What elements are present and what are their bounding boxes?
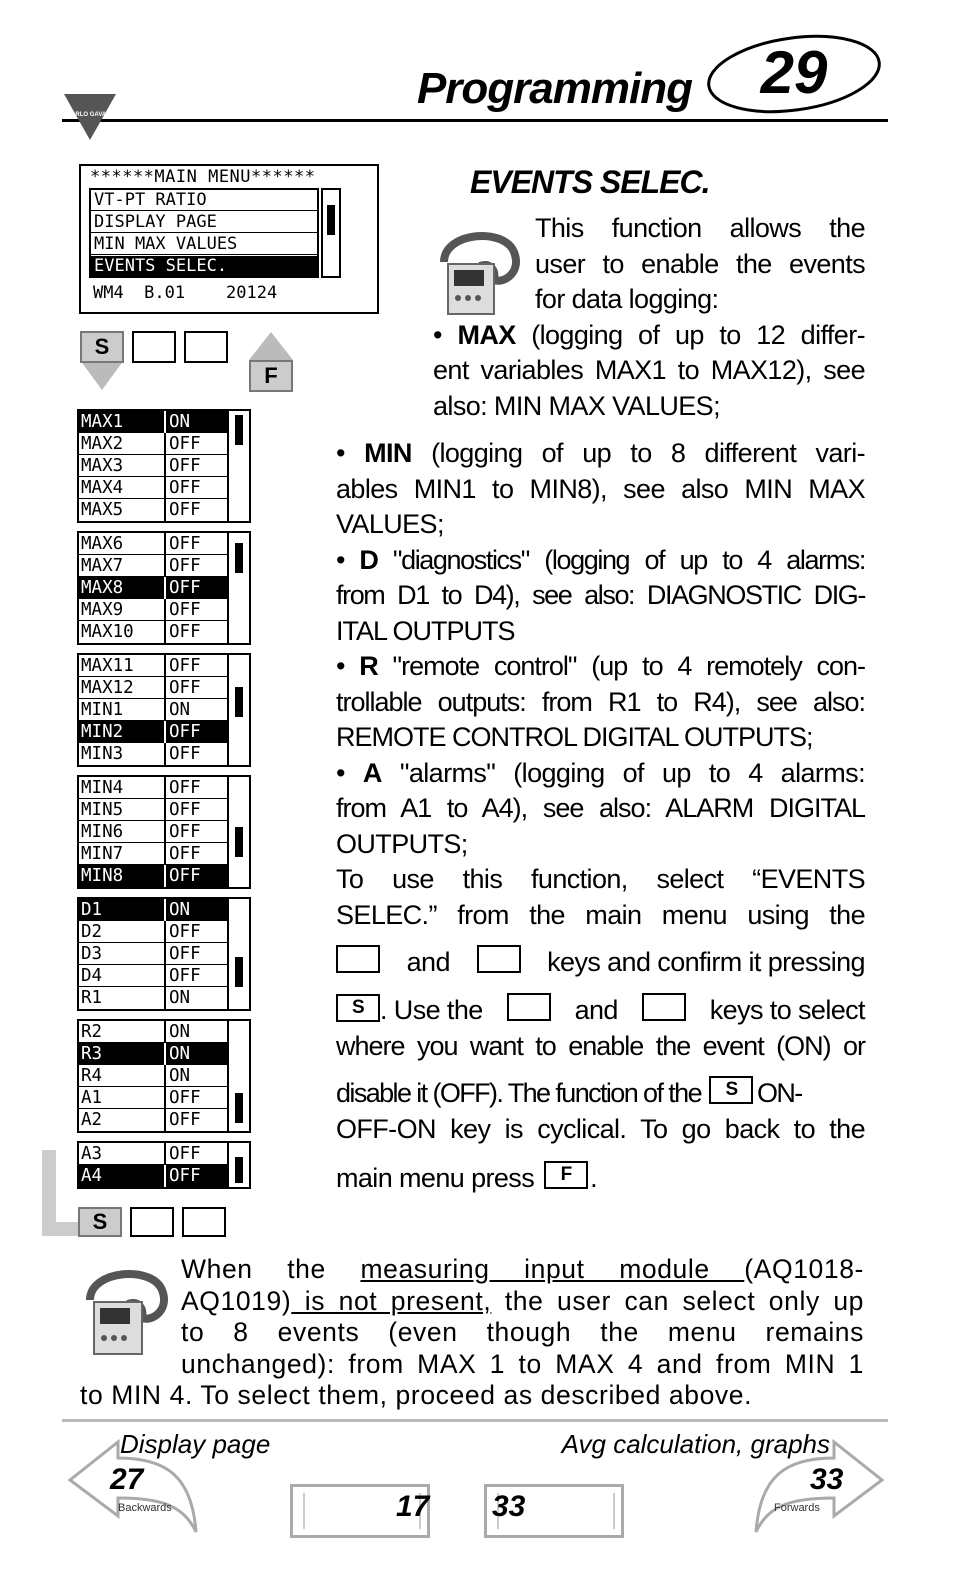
event-name: D2	[81, 922, 103, 942]
event-state: OFF	[164, 655, 201, 677]
side-bracket-foot	[42, 1222, 78, 1236]
event-state: OFF	[164, 455, 201, 477]
event-row	[79, 987, 229, 1009]
max-text: (logging of up to 12 differ-	[515, 319, 865, 350]
and-text: and	[406, 947, 450, 977]
event-list-scrollbar-thumb	[235, 827, 243, 857]
page-number: 29	[760, 39, 828, 106]
brand-logo-text: CARLO GAVAZZI	[66, 112, 116, 118]
event-name: D1	[81, 900, 103, 920]
lcd-menu-item: MIN MAX VALUES	[91, 234, 317, 255]
use-the-text: . Use the	[380, 995, 483, 1025]
a-line: OUTPUTS;	[336, 828, 468, 859]
period-text: .	[590, 1163, 597, 1193]
event-row-selected	[79, 1043, 229, 1065]
event-name: MAX9	[81, 600, 124, 620]
event-row-selected	[79, 577, 229, 599]
disable-text: disable it (OFF). The function of the	[336, 1078, 701, 1108]
event-row	[79, 599, 229, 621]
s-key[interactable]: S	[80, 331, 124, 363]
event-state: OFF	[164, 577, 201, 599]
event-state: ON	[164, 1065, 190, 1087]
chameleon-icon	[80, 1260, 172, 1356]
event-row	[79, 1109, 229, 1131]
page-title: Programming	[416, 64, 692, 113]
event-name: R4	[81, 1066, 103, 1086]
event-state: ON	[164, 1043, 190, 1065]
event-name: R3	[81, 1044, 103, 1064]
note-text: the user can select only up	[491, 1285, 865, 1316]
lcd-menu-item-selected: EVENTS SELEC.	[91, 256, 317, 277]
select-line	[336, 993, 865, 1029]
event-list-scrollbar	[227, 899, 249, 1009]
note-line	[181, 1254, 864, 1286]
event-row	[79, 843, 229, 865]
note-text: AQ1019)	[181, 1285, 292, 1316]
event-row	[79, 621, 229, 643]
event-state: OFF	[164, 821, 201, 843]
max-line: • MAX (logging of up to 12 differ-	[433, 319, 865, 350]
section-title: EVENTS SELEC.	[470, 164, 710, 200]
event-row	[79, 777, 229, 799]
main-menu-line	[336, 1161, 865, 1197]
d-line: ITAL OUTPUTS	[336, 615, 515, 646]
event-list	[77, 1019, 251, 1133]
event-name: D4	[81, 966, 103, 986]
event-state: OFF	[164, 921, 201, 943]
event-row	[79, 699, 229, 721]
event-state: OFF	[164, 477, 201, 499]
use-line: SELEC.” from the main menu using the	[336, 899, 865, 930]
max-label: MAX	[457, 319, 516, 350]
event-row-selected	[79, 721, 229, 743]
f-key[interactable]: F	[544, 1161, 588, 1189]
keys-select-text: keys to select	[709, 995, 865, 1025]
event-row	[79, 743, 229, 765]
event-list	[77, 775, 251, 889]
event-row	[79, 499, 229, 521]
event-list-scrollbar-thumb	[235, 687, 243, 717]
lcd-scrollbar-thumb	[327, 205, 335, 235]
lcd-menu-list	[89, 188, 319, 278]
page-box-right-number: 33	[492, 1490, 526, 1523]
disable-line	[336, 1076, 865, 1112]
event-name: MAX4	[81, 478, 124, 498]
d-label: D	[359, 544, 378, 575]
max-line: also: MIN MAX VALUES;	[433, 390, 720, 421]
event-row-selected	[79, 899, 229, 921]
event-name: MIN5	[81, 800, 124, 820]
event-state: OFF	[164, 1143, 201, 1165]
intro-line: This function allows the	[535, 213, 865, 243]
event-state: OFF	[164, 599, 201, 621]
event-list-scrollbar	[227, 655, 249, 765]
event-state: OFF	[164, 799, 201, 821]
event-list-scrollbar-thumb	[235, 957, 243, 987]
event-list	[77, 1141, 251, 1189]
up-arrow-icon	[249, 330, 293, 362]
header-rule	[62, 119, 888, 122]
event-name: MIN4	[81, 778, 124, 798]
main-menu-text: main menu press	[336, 1163, 535, 1193]
min-line: ables MIN1 to MIN8), see also MIN MAX	[336, 473, 865, 504]
event-list	[77, 653, 251, 767]
event-name: MAX10	[81, 622, 134, 642]
r-line: • R "remote control" (up to 4 remotely con-	[336, 651, 865, 681]
backwards-label: Backwards	[118, 1502, 172, 1514]
event-row-selected	[79, 1165, 229, 1187]
event-row	[79, 921, 229, 943]
chameleon-icon	[434, 222, 524, 316]
up-key[interactable]	[132, 331, 176, 363]
keys-line	[336, 945, 865, 981]
event-row	[79, 1087, 229, 1109]
event-row	[79, 821, 229, 843]
event-row	[79, 655, 229, 677]
up-key[interactable]	[336, 945, 380, 973]
event-row	[79, 799, 229, 821]
d-text: "diagnostics" (logging of up to 4 alarms:	[377, 544, 865, 575]
min-line: • MIN (logging of up to 8 different vari-	[336, 438, 865, 468]
and-text: and	[574, 995, 618, 1025]
event-state: OFF	[164, 943, 201, 965]
event-row	[79, 943, 229, 965]
note-underlined: is not present,	[291, 1285, 492, 1316]
s-key[interactable]: S	[336, 994, 380, 1022]
event-row	[79, 1021, 229, 1043]
event-list-scrollbar	[227, 777, 249, 887]
event-row	[79, 555, 229, 577]
event-state: OFF	[164, 499, 201, 521]
event-name: MAX11	[81, 656, 134, 676]
event-name: MAX1	[81, 412, 124, 432]
a-line: from A1 to A4), see also: ALARM DIGITAL	[336, 793, 865, 823]
event-name: MAX12	[81, 678, 134, 698]
cyclical-line: OFF-ON key is cyclical. To go back to the	[336, 1114, 865, 1144]
event-name: MAX6	[81, 534, 124, 554]
event-state: OFF	[164, 721, 201, 743]
event-state: OFF	[164, 1087, 201, 1109]
event-name: MIN8	[81, 866, 124, 886]
event-list-scrollbar-thumb	[235, 1157, 243, 1183]
a-label: A	[362, 757, 382, 788]
event-state: OFF	[164, 677, 201, 699]
lcd-menu-title: ******MAIN MENU******	[90, 167, 316, 187]
event-row	[79, 1065, 229, 1087]
event-state: ON	[164, 899, 190, 921]
event-state: OFF	[164, 1165, 201, 1187]
event-state: OFF	[164, 777, 201, 799]
min-line: VALUES;	[336, 509, 444, 539]
event-state: OFF	[164, 865, 201, 887]
event-name: D3	[81, 944, 103, 964]
note-line	[181, 1286, 864, 1318]
event-list	[77, 409, 251, 523]
lcd-footer: WM4 B.01 20124	[93, 283, 278, 303]
s-key[interactable]: S	[78, 1207, 122, 1237]
event-row	[79, 533, 229, 555]
prev-page-label[interactable]: Display page	[120, 1429, 271, 1459]
event-state: OFF	[164, 1109, 201, 1131]
event-list-scrollbar-thumb	[235, 1093, 243, 1123]
min-label: MIN	[364, 438, 412, 468]
event-name: MAX3	[81, 456, 124, 476]
down-key[interactable]	[184, 331, 228, 363]
up-key[interactable]	[130, 1207, 174, 1237]
event-name: R1	[81, 988, 103, 1008]
event-name: R2	[81, 1022, 103, 1042]
d-line: • D "diagnostics" (logging of up to 4 alarms:	[336, 544, 865, 575]
event-list	[77, 897, 251, 1011]
next-page-label[interactable]: Avg calculation, graphs	[561, 1429, 830, 1459]
event-state: OFF	[164, 621, 201, 643]
event-list-scrollbar	[227, 411, 249, 521]
event-name: MIN6	[81, 822, 124, 842]
event-list-scrollbar-thumb	[235, 543, 243, 573]
event-state: ON	[164, 699, 190, 721]
event-list-scrollbar	[227, 533, 249, 643]
event-list-scrollbar	[227, 1021, 249, 1131]
event-name: MIN2	[81, 722, 124, 742]
event-state: OFF	[164, 965, 201, 987]
max-line: ent variables MAX1 to MAX12), see	[433, 355, 865, 385]
event-name: MIN3	[81, 744, 124, 764]
note-line: unchanged): from MAX 1 to MAX 4 and from MIN 1	[181, 1348, 864, 1379]
event-row-selected	[79, 411, 229, 433]
on-text: ON-	[757, 1078, 802, 1108]
event-state: OFF	[164, 533, 201, 555]
event-row	[79, 455, 229, 477]
event-row-selected	[79, 865, 229, 887]
use-line: To use this function, select “EVENTS	[336, 864, 865, 894]
d-line: from D1 to D4), see also: DIAGNOSTIC DIG-	[336, 580, 865, 610]
event-row	[79, 677, 229, 699]
r-line: trollable outputs: from R1 to R4), see also:	[336, 686, 865, 717]
intro-line: user to enable the events	[535, 248, 865, 279]
event-name: A1	[81, 1088, 103, 1108]
event-name: MIN7	[81, 844, 124, 864]
where-line: where you want to enable the event (ON) or	[336, 1031, 865, 1061]
footer-rule	[62, 1419, 888, 1422]
r-label: R	[359, 651, 378, 681]
event-name: MAX5	[81, 500, 124, 520]
event-name: MAX2	[81, 434, 124, 454]
next-page-number[interactable]: 33	[810, 1463, 844, 1496]
note-text: When the	[181, 1254, 361, 1284]
event-list-scrollbar-thumb	[235, 415, 243, 445]
f-key[interactable]: F	[249, 360, 293, 392]
note-text: (AQ1018-	[744, 1254, 864, 1284]
event-name: MIN1	[81, 700, 124, 720]
event-list	[77, 531, 251, 645]
r-text: "remote control" (up to 4 remotely con-	[377, 651, 865, 681]
event-row	[79, 1143, 229, 1165]
event-state: OFF	[164, 843, 201, 865]
down-key[interactable]	[182, 1207, 226, 1237]
a-line: • A "alarms" (logging of up to 4 alarms:	[336, 757, 865, 788]
up-key[interactable]	[507, 993, 551, 1021]
s-key[interactable]: S	[709, 1076, 753, 1104]
lcd-menu-item: VT-PT RATIO	[91, 190, 317, 211]
down-key[interactable]	[477, 945, 521, 973]
event-name: A4	[81, 1166, 103, 1186]
event-name: A3	[81, 1144, 103, 1164]
event-state: ON	[164, 411, 190, 433]
lcd-menu-item: DISPLAY PAGE	[91, 212, 317, 233]
event-state: OFF	[164, 743, 201, 765]
event-state: ON	[164, 1021, 190, 1043]
event-state: ON	[164, 987, 190, 1009]
event-list-scrollbar	[227, 1143, 249, 1187]
intro-line: for data logging:	[535, 284, 719, 314]
event-row	[79, 433, 229, 455]
forwards-label: Forwards	[774, 1502, 820, 1514]
prev-page-number[interactable]: 27	[110, 1463, 144, 1496]
event-state: OFF	[164, 555, 201, 577]
a-text: "alarms" (logging of up to 4 alarms:	[381, 757, 865, 788]
event-state: OFF	[164, 433, 201, 455]
min-text: (logging of up to 8 different vari-	[411, 438, 865, 468]
event-row	[79, 477, 229, 499]
down-key[interactable]	[642, 993, 686, 1021]
event-name: A2	[81, 1110, 103, 1130]
page-box-left-number: 17	[396, 1490, 430, 1523]
note-line: to 8 events (even though the menu remains	[181, 1317, 864, 1347]
keys-confirm-text: keys and confirm it pressing	[547, 947, 865, 977]
event-row	[79, 965, 229, 987]
note-line: to MIN 4. To select them, proceed as described above.	[80, 1380, 753, 1410]
event-name: MAX8	[81, 578, 124, 598]
event-name: MAX7	[81, 556, 124, 576]
note-underlined: measuring input module	[360, 1254, 745, 1284]
r-line: REMOTE CONTROL DIGITAL OUTPUTS;	[336, 722, 813, 752]
